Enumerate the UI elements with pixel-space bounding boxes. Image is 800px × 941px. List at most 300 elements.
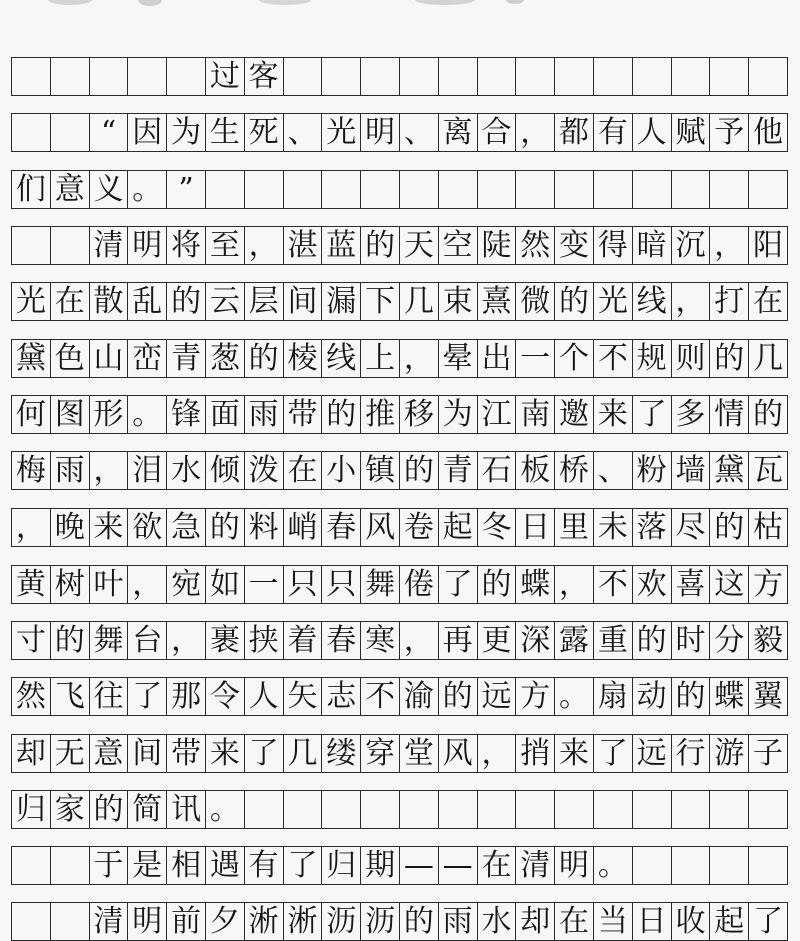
grid-cell-char: ， <box>167 622 206 659</box>
grid-cell-char: 规 <box>633 340 672 377</box>
grid-cell-char: 子 <box>749 735 788 772</box>
grid-cell-char: 清 <box>90 227 129 264</box>
grid-cell-char: 都 <box>555 114 594 151</box>
grid-cell-char: 然 <box>12 678 51 715</box>
grid-cell-char: 离 <box>439 114 478 151</box>
grid-cell-char: 那 <box>167 678 206 715</box>
grid-cell-char: 料 <box>245 509 284 546</box>
grid-cell-char: 倾 <box>206 452 245 489</box>
grid-cell-char: 意 <box>90 735 129 772</box>
grid-cell-empty <box>245 171 284 208</box>
grid-cell-empty <box>516 58 555 95</box>
grid-cell-char: 几 <box>749 340 788 377</box>
grid-cell-empty <box>749 171 788 208</box>
grid-cell-char: 在 <box>51 283 90 320</box>
grid-cell-char: 重 <box>594 622 633 659</box>
grid-cell-char: 梅 <box>12 452 51 489</box>
grid-cell-char: 图 <box>51 396 90 433</box>
grid-cell-char: 舞 <box>90 622 129 659</box>
grid-cell-char: 叶 <box>90 566 129 603</box>
grid-row <box>11 113 788 152</box>
grid-row <box>11 677 788 716</box>
grid-cell-char: ， <box>710 227 749 264</box>
grid-cell-char: 穿 <box>361 735 400 772</box>
grid-cell-char: 。 <box>128 171 167 208</box>
grid-cell-char: 简 <box>128 791 167 828</box>
grid-cell-char: 锋 <box>167 396 206 433</box>
grid-cell-char: 出 <box>478 340 517 377</box>
grid-cell-char: 陡 <box>478 227 517 264</box>
grid-cell-char: 捎 <box>516 735 555 772</box>
grid-cell-char: 远 <box>633 735 672 772</box>
grid-cell-empty <box>400 791 439 828</box>
grid-cell-char: 的 <box>51 622 90 659</box>
grid-cell-char: 在 <box>555 903 594 940</box>
grid-cell-char: 束 <box>439 283 478 320</box>
grid-cell-char: 有 <box>594 114 633 151</box>
grid-cell-empty <box>400 58 439 95</box>
grid-cell-char: 空 <box>439 227 478 264</box>
grid-cell-char: 欢 <box>633 566 672 603</box>
grid-cell-char: 前 <box>167 903 206 940</box>
grid-cell-char: 的 <box>245 340 284 377</box>
grid-cell-empty <box>51 903 90 940</box>
grid-cell-char: 变 <box>555 227 594 264</box>
grid-cell-char: 乱 <box>128 283 167 320</box>
grid-cell-char: 带 <box>167 735 206 772</box>
grid-cell-empty <box>12 227 51 264</box>
grid-cell-char: 宛 <box>167 566 206 603</box>
grid-cell-char: 粉 <box>633 452 672 489</box>
title-row <box>11 57 788 96</box>
grid-cell-char: 的 <box>90 791 129 828</box>
grid-cell-char: 天 <box>400 227 439 264</box>
grid-cell-char: 他 <box>749 114 788 151</box>
grid-cell-char: 了 <box>128 678 167 715</box>
grid-cell-char: 枯 <box>749 509 788 546</box>
grid-cell-char: 的 <box>633 622 672 659</box>
grid-cell-char: 得 <box>594 227 633 264</box>
grid-cell-char: 一 <box>516 340 555 377</box>
grid-cell-empty <box>322 58 361 95</box>
grid-cell-char: 如 <box>206 566 245 603</box>
grid-cell-char: — <box>400 847 439 884</box>
grid-row <box>11 451 788 490</box>
grid-row <box>11 790 788 829</box>
grid-cell-char: 峦 <box>128 340 167 377</box>
grid-row <box>11 902 788 941</box>
grid-cell-char: 风 <box>361 509 400 546</box>
grid-cell-empty <box>90 58 129 95</box>
grid-cell-char: 色 <box>51 340 90 377</box>
grid-cell-char: 一 <box>245 566 284 603</box>
grid-cell-empty <box>516 171 555 208</box>
grid-cell-char: 的 <box>710 509 749 546</box>
grid-cell-char: ， <box>400 340 439 377</box>
grid-cell-char: 明 <box>555 847 594 884</box>
grid-cell-char: 阳 <box>749 227 788 264</box>
grid-cell-empty <box>12 114 51 151</box>
grid-cell-char: 遇 <box>206 847 245 884</box>
grid-cell-char: 的 <box>478 566 517 603</box>
grid-cell-char: 方 <box>749 566 788 603</box>
grid-cell-empty <box>206 171 245 208</box>
grid-cell-char: 这 <box>710 566 749 603</box>
grid-cell-char: 多 <box>672 396 711 433</box>
grid-cell-char: 卷 <box>400 509 439 546</box>
grid-cell-char: ， <box>478 735 517 772</box>
grid-cell-char: 几 <box>284 735 323 772</box>
grid-cell-char: 何 <box>12 396 51 433</box>
grid-cell-char: 当 <box>594 903 633 940</box>
grid-cell-char: “ <box>90 114 129 151</box>
grid-cell-char: 毅 <box>749 622 788 659</box>
grid-cell-char: 义 <box>90 171 129 208</box>
grid-cell-char: 于 <box>90 847 129 884</box>
grid-cell-char: 则 <box>672 340 711 377</box>
grid-cell-char: 为 <box>439 396 478 433</box>
grid-cell-char: 春 <box>322 509 361 546</box>
grid-cell-char: 漏 <box>322 283 361 320</box>
grid-cell-char: 未 <box>594 509 633 546</box>
grid-cell-char: 清 <box>516 847 555 884</box>
grid-cell-char: 了 <box>439 566 478 603</box>
grid-cell-char: ， <box>90 452 129 489</box>
grid-cell-empty <box>478 58 517 95</box>
grid-cell-char: 打 <box>710 283 749 320</box>
grid-row <box>11 621 788 660</box>
grid-cell-char: 来 <box>555 735 594 772</box>
grid-cell-char: 水 <box>167 452 206 489</box>
grid-cell-char: 不 <box>594 566 633 603</box>
grid-cell-empty <box>633 58 672 95</box>
grid-cell-char: 个 <box>555 340 594 377</box>
grid-row <box>11 282 788 321</box>
grid-cell-char: 起 <box>439 509 478 546</box>
grid-cell-char: 。 <box>555 678 594 715</box>
grid-cell-char: 不 <box>594 340 633 377</box>
grid-cell-char: 层 <box>245 283 284 320</box>
grid-cell-char: 更 <box>478 622 517 659</box>
grid-cell-char: 镇 <box>361 452 400 489</box>
grid-cell-char: 的 <box>400 452 439 489</box>
grid-cell-char: 的 <box>361 227 400 264</box>
grid-cell-empty <box>749 58 788 95</box>
grid-cell-char: 、 <box>400 114 439 151</box>
grid-cell-char: 的 <box>672 678 711 715</box>
grid-cell-empty <box>633 791 672 828</box>
grid-cell-empty <box>400 171 439 208</box>
grid-cell-empty <box>245 791 284 828</box>
grid-row <box>11 170 788 209</box>
grid-row <box>11 508 788 547</box>
grid-cell-char: 黛 <box>12 340 51 377</box>
grid-cell-char: 日 <box>633 903 672 940</box>
grid-cell-char: 因 <box>128 114 167 151</box>
grid-cell-char: 泼 <box>245 452 284 489</box>
grid-cell-char: 明 <box>128 227 167 264</box>
grid-cell-char: 时 <box>672 622 711 659</box>
grid-cell-char: 的 <box>322 396 361 433</box>
grid-cell-empty <box>478 791 517 828</box>
grid-cell-empty <box>51 58 90 95</box>
grid-cell-char: 翼 <box>749 678 788 715</box>
grid-cell-char: 板 <box>516 452 555 489</box>
grid-cell-char: 赋 <box>672 114 711 151</box>
grid-cell-char: 来 <box>90 509 129 546</box>
grid-cell-char: 动 <box>633 678 672 715</box>
grid-cell-char: 湛 <box>284 227 323 264</box>
grid-cell-empty <box>12 58 51 95</box>
grid-cell-empty <box>555 58 594 95</box>
grid-cell-char: 明 <box>361 114 400 151</box>
grid-cell-empty <box>322 171 361 208</box>
grid-cell-char: 讯 <box>167 791 206 828</box>
grid-cell-char: 扇 <box>594 678 633 715</box>
grid-cell-char: 黛 <box>710 452 749 489</box>
grid-cell-char: 往 <box>90 678 129 715</box>
grid-cell-char: 至 <box>206 227 245 264</box>
grid-cell-char: 光 <box>322 114 361 151</box>
grid-cell-char: 、 <box>594 452 633 489</box>
grid-cell-char: 游 <box>710 735 749 772</box>
grid-row <box>11 846 788 885</box>
grid-cell-char: 晕 <box>439 340 478 377</box>
grid-cell-char: ， <box>516 114 555 151</box>
grid-cell-empty <box>51 227 90 264</box>
grid-cell-char: 带 <box>284 396 323 433</box>
grid-cell-char: ， <box>245 227 284 264</box>
grid-cell-char: 深 <box>516 622 555 659</box>
grid-cell-empty <box>478 171 517 208</box>
grid-cell-char: 情 <box>710 396 749 433</box>
grid-cell-char: 无 <box>51 735 90 772</box>
grid-cell-char: 、 <box>284 114 323 151</box>
grid-cell-char: 人 <box>245 678 284 715</box>
grid-cell-char: 缕 <box>322 735 361 772</box>
grid-cell-char: 蝶 <box>710 678 749 715</box>
grid-cell-empty <box>12 847 51 884</box>
grid-cell-empty <box>672 58 711 95</box>
grid-cell-char: 台 <box>128 622 167 659</box>
grid-cell-char: 的 <box>206 509 245 546</box>
grid-cell-char: 雨 <box>51 452 90 489</box>
grid-cell-char: 。 <box>128 396 167 433</box>
grid-cell-empty <box>594 58 633 95</box>
grid-cell-char: 行 <box>672 735 711 772</box>
grid-cell-char: 了 <box>284 847 323 884</box>
grid-cell-char: 来 <box>206 735 245 772</box>
grid-cell-empty <box>361 58 400 95</box>
grid-cell-char: 瓦 <box>749 452 788 489</box>
grid-cell-empty <box>555 791 594 828</box>
grid-cell-char: 是 <box>128 847 167 884</box>
grid-cell-char: 日 <box>516 509 555 546</box>
grid-cell-char: 树 <box>51 566 90 603</box>
grid-cell-char: 挟 <box>245 622 284 659</box>
grid-cell-char: 期 <box>361 847 400 884</box>
grid-cell-char: 在 <box>478 847 517 884</box>
grid-cell-char: 蓝 <box>322 227 361 264</box>
grid-cell-char: 沥 <box>361 903 400 940</box>
grid-cell-char: 寒 <box>361 622 400 659</box>
grid-cell-char: 线 <box>322 340 361 377</box>
grid-cell-empty <box>672 171 711 208</box>
grid-row <box>11 339 788 378</box>
grid-cell-char: 线 <box>633 283 672 320</box>
grid-cell-empty <box>51 847 90 884</box>
grid-cell-char: 人 <box>633 114 672 151</box>
grid-cell-char: 晚 <box>51 509 90 546</box>
grid-cell-char: 不 <box>361 678 400 715</box>
grid-cell-char: 南 <box>516 396 555 433</box>
grid-cell-char: 小 <box>322 452 361 489</box>
grid-cell-char: 邀 <box>555 396 594 433</box>
grid-cell-char: ， <box>128 566 167 603</box>
grid-cell-char: 几 <box>400 283 439 320</box>
grid-cell-empty <box>12 903 51 940</box>
grid-cell-char: 客 <box>245 58 284 95</box>
grid-cell-char: 蝶 <box>516 566 555 603</box>
grid-cell-char: 泪 <box>128 452 167 489</box>
grid-cell-char: ” <box>167 171 206 208</box>
grid-cell-char: 露 <box>555 622 594 659</box>
grid-cell-char: 堂 <box>400 735 439 772</box>
grid-cell-char: 的 <box>400 903 439 940</box>
grid-cell-char: 了 <box>594 735 633 772</box>
grid-row <box>11 226 788 265</box>
grid-cell-char: 将 <box>167 227 206 264</box>
grid-cell-empty <box>710 791 749 828</box>
grid-cell-char: 间 <box>284 283 323 320</box>
grid-cell-char: 间 <box>128 735 167 772</box>
grid-cell-empty <box>284 58 323 95</box>
grid-cell-char: 的 <box>555 283 594 320</box>
grid-cell-char: 石 <box>478 452 517 489</box>
grid-cell-char: 的 <box>749 396 788 433</box>
grid-cell-char: 散 <box>90 283 129 320</box>
grid-cell-char: 棱 <box>284 340 323 377</box>
grid-cell-char: 风 <box>439 735 478 772</box>
grid-cell-char: 光 <box>12 283 51 320</box>
grid-cell-empty <box>555 171 594 208</box>
grid-cell-char: 夕 <box>206 903 245 940</box>
grid-cell-char: 里 <box>555 509 594 546</box>
grid-cell-char: 微 <box>516 283 555 320</box>
grid-cell-char: 喜 <box>672 566 711 603</box>
grid-cell-char: 的 <box>167 283 206 320</box>
grid-cell-char: 然 <box>516 227 555 264</box>
grid-cell-char: 面 <box>206 396 245 433</box>
grid-cell-char: 予 <box>710 114 749 151</box>
grid-cell-char: 青 <box>167 340 206 377</box>
grid-cell-char: 清 <box>90 903 129 940</box>
grid-cell-empty <box>51 114 90 151</box>
grid-cell-char: 却 <box>516 903 555 940</box>
grid-cell-char: ， <box>672 283 711 320</box>
grid-cell-char: 。 <box>206 791 245 828</box>
grid-cell-empty <box>167 58 206 95</box>
grid-cell-empty <box>439 171 478 208</box>
grid-cell-empty <box>439 791 478 828</box>
grid-cell-char: 寸 <box>12 622 51 659</box>
grid-cell-char: 暗 <box>633 227 672 264</box>
grid-cell-char: 峭 <box>284 509 323 546</box>
grid-cell-char: 来 <box>594 396 633 433</box>
grid-cell-char: 分 <box>710 622 749 659</box>
grid-cell-char: 在 <box>284 452 323 489</box>
grid-cell-char: 云 <box>206 283 245 320</box>
grid-cell-char: 远 <box>478 678 517 715</box>
grid-cell-char: 家 <box>51 791 90 828</box>
grid-cell-empty <box>284 791 323 828</box>
grid-cell-char: 下 <box>361 283 400 320</box>
grid-cell-char: 明 <box>128 903 167 940</box>
grid-cell-empty <box>322 791 361 828</box>
grid-cell-char: 淅 <box>284 903 323 940</box>
grid-row <box>11 734 788 773</box>
grid-cell-char: 葱 <box>206 340 245 377</box>
grid-cell-char: 归 <box>322 847 361 884</box>
grid-row <box>11 395 788 434</box>
grid-cell-char: 着 <box>284 622 323 659</box>
grid-cell-char: 上 <box>361 340 400 377</box>
grid-cell-char: 春 <box>322 622 361 659</box>
grid-cell-char: 尽 <box>672 509 711 546</box>
grid-cell-empty <box>439 58 478 95</box>
grid-cell-char: 墙 <box>672 452 711 489</box>
grid-cell-char: 过 <box>206 58 245 95</box>
grid-cell-char: 死 <box>245 114 284 151</box>
grid-cell-char: 水 <box>478 903 517 940</box>
grid-cell-char: ， <box>555 566 594 603</box>
grid-cell-char: 起 <box>710 903 749 940</box>
grid-cell-char: 了 <box>749 903 788 940</box>
grid-cell-char: 再 <box>439 622 478 659</box>
grid-cell-char: 在 <box>749 283 788 320</box>
grid-cell-char: 有 <box>245 847 284 884</box>
grid-cell-char: 志 <box>322 678 361 715</box>
grid-cell-char: 意 <box>51 171 90 208</box>
grid-cell-char: 桥 <box>555 452 594 489</box>
grid-cell-char: 淅 <box>245 903 284 940</box>
grid-cell-char: 了 <box>633 396 672 433</box>
grid-cell-char: 矢 <box>284 678 323 715</box>
grid-cell-char: 的 <box>439 678 478 715</box>
grid-row <box>11 565 788 604</box>
grid-cell-char: 舞 <box>361 566 400 603</box>
grid-cell-empty <box>672 791 711 828</box>
grid-cell-char: 推 <box>361 396 400 433</box>
grid-cell-empty <box>672 847 711 884</box>
grid-cell-empty <box>749 847 788 884</box>
grid-cell-char: 只 <box>284 566 323 603</box>
grid-cell-char: 青 <box>439 452 478 489</box>
grid-cell-char: 方 <box>516 678 555 715</box>
grid-cell-char: — <box>439 847 478 884</box>
grid-cell-char: ， <box>400 622 439 659</box>
grid-cell-char: 雨 <box>439 903 478 940</box>
grid-cell-char: 相 <box>167 847 206 884</box>
grid-cell-char: 了 <box>245 735 284 772</box>
grid-cell-char: 渝 <box>400 678 439 715</box>
grid-cell-char: 江 <box>478 396 517 433</box>
grid-cell-char: 冬 <box>478 509 517 546</box>
grid-cell-empty <box>361 791 400 828</box>
grid-cell-char: 黄 <box>12 566 51 603</box>
grid-cell-char: 光 <box>594 283 633 320</box>
grid-cell-char: 倦 <box>400 566 439 603</box>
